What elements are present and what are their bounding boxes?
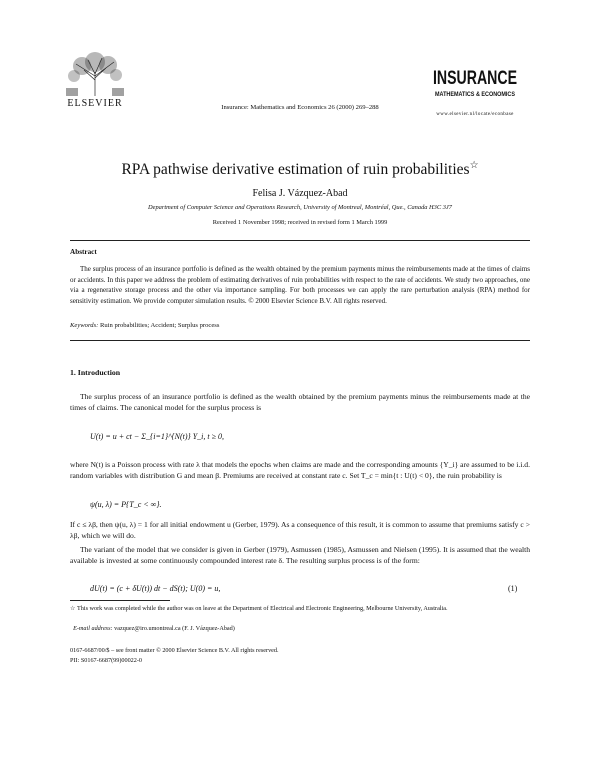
keywords-label: Keywords: xyxy=(70,322,99,329)
pii-line: PII: S0167-6687(99)00022-0 xyxy=(70,657,143,664)
email-label: E-mail address: xyxy=(73,625,113,632)
footnote-text: This work was completed while the author was on leave at the Department of Electrical and Electronic Engineering, Melbourne University, Australia. xyxy=(77,605,448,612)
paragraph-4 xyxy=(70,545,530,567)
author-name: Felisa J. Vázquez-Abad xyxy=(252,188,348,199)
journal-url[interactable]: www.elsevier.nl/locate/econbase xyxy=(436,112,514,117)
issn-line: 0167-6687/00/$ – see front matter © 2000 Elsevier Science B.V. All rights reserved. xyxy=(70,647,279,654)
keywords-list: Ruin probabilities; Accident; Surplus process xyxy=(99,322,220,329)
insurance-journal-logo xyxy=(432,60,518,104)
paragraph-3-text: If c ≤ λβ, then ψ(u, λ) = 1 for all initial endowment u (Gerber, 1979). As a consequence of this result, it is common to assume that premiums satisfy c > λβ, which we will do. xyxy=(70,520,530,540)
paragraph-3 xyxy=(70,520,530,542)
journal-reference: Insurance: Mathematics and Economics 26 (2000) 269–288 xyxy=(221,104,379,111)
journal-logo-line2: MATHEMATICS & ECONOMICS xyxy=(435,91,516,98)
footnote xyxy=(70,604,530,613)
divider-bottom xyxy=(70,340,530,341)
abstract-heading: Abstract xyxy=(70,248,97,256)
email-address[interactable]: vazquez@iro.umontreal.ca (F. J. Vázquez-Abad) xyxy=(114,625,235,632)
author-email xyxy=(70,624,530,633)
equation-ruin-probability: ψ(u, λ) = P{T_c < ∞}. xyxy=(90,500,162,509)
equation-1-number: (1) xyxy=(508,584,518,593)
publisher-name: ELSEVIER xyxy=(67,98,123,109)
paragraph-4-text: The variant of the model that we consider is given in Gerber (1979), Asmussen (1985), Asmussen and Nielsen (1995). It is assumed that the wealth available is invested at some continuously compounded interest rate δ. The resulting surplus process is of the form: xyxy=(70,545,530,565)
paragraph-2 xyxy=(70,460,530,482)
paragraph-2-text: where N(t) is a Poisson process with rate λ that models the epochs when claims are made and the corresponding amounts {Y_i} are assumed to be i.i.d. random variables with distribution G and mean β. Premiums are received at constant rate c. Set T_c = min{t : U(t) < 0}, the ruin probability is xyxy=(70,460,530,480)
divider-top xyxy=(70,240,530,241)
journal-logo-line1: INSURANCE xyxy=(433,68,517,89)
elsevier-tree-logo xyxy=(64,50,126,96)
author-affiliation: Department of Computer Science and Operations Research, University of Montreal, Montréal, Que., Canada H3C 3J7 xyxy=(148,204,452,211)
paragraph-1 xyxy=(70,392,530,414)
article-title-text: RPA pathwise derivative estimation of ruin probabilities xyxy=(121,161,470,179)
paragraph-1-text: The surplus process of an insurance portfolio is defined as the wealth obtained by the premium payments minus the reimbursements made at the times of claims. The canonical model for the surplus process is xyxy=(70,392,530,412)
section-heading: 1. Introduction xyxy=(70,368,121,377)
received-dates: Received 1 November 1998; received in revised form 1 March 1999 xyxy=(212,219,388,226)
footnote-mark: ☆ xyxy=(70,605,76,612)
article-title xyxy=(60,160,540,179)
abstract-text: The surplus process of an insurance portfolio is defined as the wealth obtained by the premium payments minus the reimbursements made at the times of claims or accidents. In this paper we address the problem of estimating derivatives of ruin probabilities with respect to the rate of accidents. We study two approaches, one via a regenerative storage process and the other via importance sampling. For both processes we can apply the rare perturbation analysis (RPA) method for sensitivity estimation. We provide computer simulation results. © 2000 Elsevier Science B.V. All rights reserved. xyxy=(70,265,530,305)
keywords xyxy=(70,322,530,329)
equation-surplus-process: U(t) = u + ct − Σ_{i=1}^{N(t)} Y_i, t ≥ 0, xyxy=(90,432,225,441)
footnote-rule xyxy=(70,600,170,601)
equation-1: dU(t) = (c + δU(t)) dt − dS(t); U(0) = u, xyxy=(90,584,221,593)
title-footnote-mark[interactable]: ☆ xyxy=(469,160,479,171)
